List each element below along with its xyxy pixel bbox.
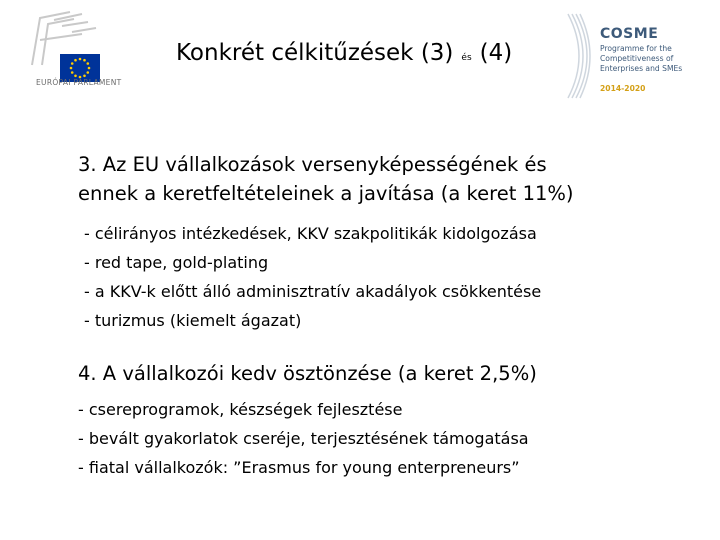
eu-star [74, 59, 77, 62]
list-item: - fiatal vállalkozók: ”Erasmus for young enterpreneurs” [78, 458, 520, 477]
cosme-subtitle-line2: Competitiveness of [600, 54, 674, 63]
eu-star [70, 67, 73, 70]
cosme-arc-graphic [560, 10, 600, 102]
section4-list [78, 395, 529, 482]
ep-logo-caption: EURÓPAI PARLAMENT [36, 78, 122, 87]
section3-list [84, 219, 541, 335]
eu-star [71, 62, 74, 65]
slide-title [176, 40, 512, 66]
eu-star [83, 59, 86, 62]
list-item: - red tape, gold-plating [84, 253, 269, 272]
eu-star [79, 58, 82, 61]
cosme-subtitle-line3: Enterprises and SMEs [600, 64, 683, 73]
list-item: - csereprogramok, készségek fejlesztése [78, 400, 403, 419]
title-part1: Konkrét célkitűzések (3) [176, 40, 454, 66]
section3-heading [78, 150, 574, 208]
eu-star [88, 67, 91, 70]
eu-star [74, 74, 77, 77]
eu-star [86, 62, 89, 65]
eu-star [86, 71, 89, 74]
list-item: - bevált gyakorlatok cseréje, terjesztésének támogatása [78, 429, 529, 448]
title-connector: és [461, 53, 472, 63]
cosme-subtitle [600, 44, 682, 74]
list-item: - turizmus (kiemelt ágazat) [84, 311, 302, 330]
european-parliament-logo [22, 10, 152, 100]
title-part2: (4) [479, 40, 513, 66]
list-item: - célirányos intézkedések, KKV szakpolitikák kidolgozása [84, 224, 537, 243]
section4-heading: 4. A vállalkozói kedv ösztönzése (a keret 2,5%) [78, 362, 537, 385]
section3-heading-line1: 3. Az EU vállalkozások versenyképességének és [78, 153, 547, 176]
cosme-name: COSME [600, 26, 659, 42]
eu-star [71, 71, 74, 74]
eu-star [83, 74, 86, 77]
cosme-logo [560, 10, 710, 102]
cosme-subtitle-line1: Programme for the [600, 44, 672, 53]
cosme-years: 2014-2020 [600, 84, 646, 93]
list-item: - a KKV-k előtt álló adminisztratív akadályok csökkentése [84, 282, 542, 301]
section3-heading-line2: ennek a keretfeltételeinek a javítása (a keret 11%) [78, 182, 574, 205]
